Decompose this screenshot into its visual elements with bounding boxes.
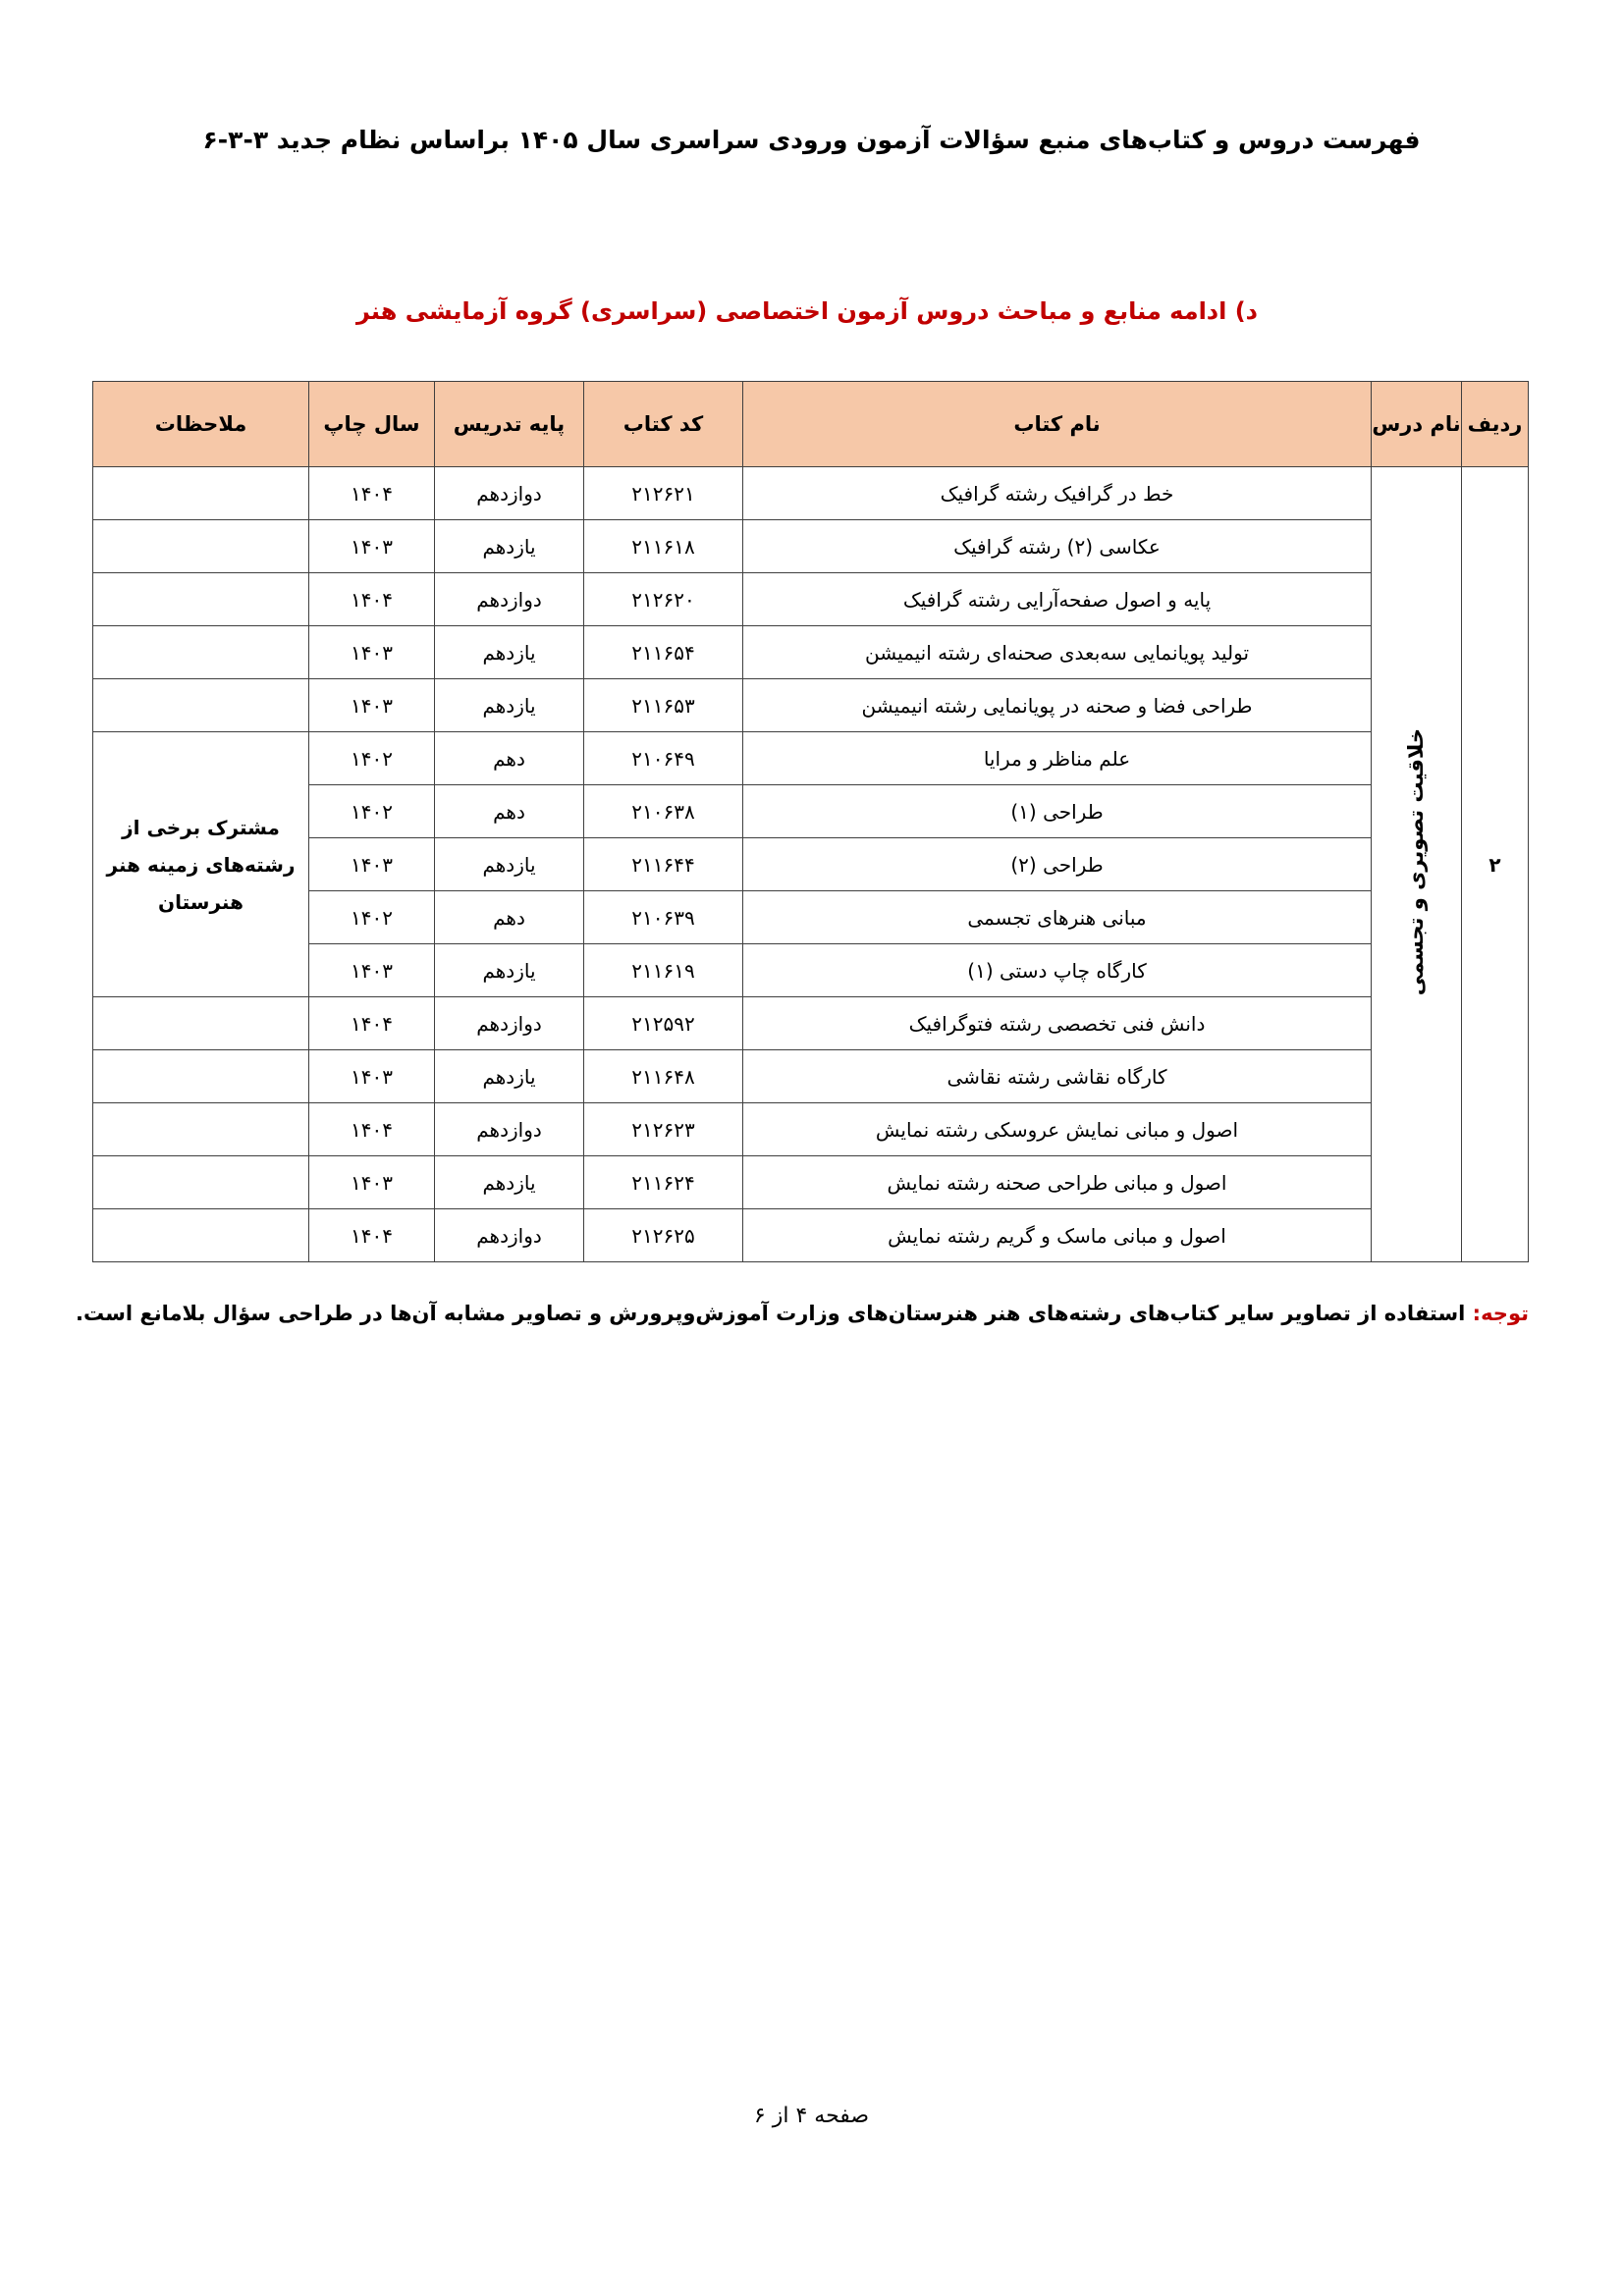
course-name-vertical-label: خلاقیت تصویری و تجسمی: [1404, 727, 1428, 996]
print-year-cell: ۱۴۰۴: [309, 1209, 435, 1262]
book-name-cell: طراحی فضا و صحنه در پویانمایی رشته انیمیشن: [743, 679, 1372, 732]
table-row: [93, 1209, 1529, 1262]
remarks-cell: [93, 1156, 309, 1209]
grade-cell: دهم: [435, 891, 584, 944]
column-header-nam-ketab: نام کتاب: [743, 382, 1372, 467]
table-row: [93, 679, 1529, 732]
book-name-cell: طراحی (۲): [743, 838, 1372, 891]
book-name-cell: اصول و مبانی طراحی صحنه رشته نمایش: [743, 1156, 1372, 1209]
grade-cell: دوازدهم: [435, 573, 584, 626]
remarks-cell: [93, 467, 309, 520]
footnote-label: توجه:: [1472, 1302, 1529, 1325]
book-name-cell: تولید پویانمایی سه‌بعدی صحنه‌ای رشته انیمیشن: [743, 626, 1372, 679]
footnote: [76, 1299, 1529, 1330]
book-code-cell: ۲۱۰۶۳۸: [584, 785, 743, 838]
print-year-cell: ۱۴۰۳: [309, 1156, 435, 1209]
book-code-cell: ۲۱۱۶۵۴: [584, 626, 743, 679]
table-row: [93, 1103, 1529, 1156]
book-code-cell: ۲۱۱۶۱۹: [584, 944, 743, 997]
book-name-cell: عکاسی (۲) رشته گرافیک: [743, 520, 1372, 573]
page-number-footer: صفحه ۴ از ۶: [753, 2104, 870, 2128]
table-row: [93, 467, 1529, 520]
table-row: [93, 944, 1529, 997]
table-row: [93, 838, 1529, 891]
remarks-cell: [93, 1103, 309, 1156]
table-row: [93, 785, 1529, 838]
book-name-cell: پایه و اصول صفحه‌آرایی رشته گرافیک: [743, 573, 1372, 626]
table-row: [93, 573, 1529, 626]
sources-table-container: [93, 381, 1529, 1262]
book-code-cell: ۲۱۱۶۵۳: [584, 679, 743, 732]
footnote-text: استفاده از تصاویر سایر کتاب‌های رشته‌های هنر هنرستان‌های وزارت آموزش‌وپرورش و تصاویر مشابه آن‌ها در طراحی سؤال بلامانع است.: [76, 1302, 1473, 1325]
book-name-cell: مبانی هنرهای تجسمی: [743, 891, 1372, 944]
book-code-cell: ۲۱۱۶۴۴: [584, 838, 743, 891]
remarks-cell: [93, 1050, 309, 1103]
grade-cell: یازدهم: [435, 838, 584, 891]
grade-cell: دوازدهم: [435, 1103, 584, 1156]
book-code-cell: ۲۱۲۶۲۵: [584, 1209, 743, 1262]
book-code-cell: ۲۱۰۶۴۹: [584, 732, 743, 785]
book-code-cell: ۲۱۲۵۹۲: [584, 997, 743, 1050]
table-row: [93, 1156, 1529, 1209]
remarks-cell: [93, 679, 309, 732]
print-year-cell: ۱۴۰۳: [309, 679, 435, 732]
column-header-sal-chap: سال چاپ: [309, 382, 435, 467]
grade-cell: یازدهم: [435, 679, 584, 732]
print-year-cell: ۱۴۰۳: [309, 520, 435, 573]
table-row: [93, 891, 1529, 944]
column-header-nam-dars: نام درس: [1372, 382, 1462, 467]
column-header-molahezat: ملاحظات: [93, 382, 309, 467]
grade-cell: یازدهم: [435, 520, 584, 573]
section-subtitle: د) ادامه منابع و مباحث دروس آزمون اختصاصی (سراسری) گروه آزمایشی هنر: [356, 297, 1258, 325]
grade-cell: یازدهم: [435, 1156, 584, 1209]
table-header-row: [93, 382, 1529, 467]
book-name-cell: کارگاه نقاشی رشته نقاشی: [743, 1050, 1372, 1103]
grade-cell: دهم: [435, 732, 584, 785]
print-year-cell: ۱۴۰۲: [309, 732, 435, 785]
grade-cell: دهم: [435, 785, 584, 838]
print-year-cell: ۱۴۰۳: [309, 944, 435, 997]
course-name-cell: [1372, 467, 1462, 1262]
book-name-cell: خط در گرافیک رشته گرافیک: [743, 467, 1372, 520]
row-number-cell: ۲: [1462, 467, 1529, 1262]
print-year-cell: ۱۴۰۲: [309, 785, 435, 838]
book-name-cell: اصول و مبانی ماسک و گریم رشته نمایش: [743, 1209, 1372, 1262]
table-body: [93, 467, 1529, 1262]
table-header: [93, 382, 1529, 467]
remarks-merged-cell: مشترک برخی از رشته‌های زمینه هنر هنرستان: [93, 732, 309, 997]
book-code-cell: ۲۱۰۶۳۹: [584, 891, 743, 944]
remarks-cell: [93, 520, 309, 573]
table-row: [93, 520, 1529, 573]
column-header-radif: ردیف: [1462, 382, 1529, 467]
table-row: [93, 732, 1529, 785]
book-code-cell: ۲۱۲۶۲۰: [584, 573, 743, 626]
table-row: [93, 626, 1529, 679]
grade-cell: دوازدهم: [435, 1209, 584, 1262]
book-name-cell: علم مناظر و مرایا: [743, 732, 1372, 785]
print-year-cell: ۱۴۰۳: [309, 1050, 435, 1103]
book-name-cell: طراحی (۱): [743, 785, 1372, 838]
column-header-paye-tadris: پایه تدریس: [435, 382, 584, 467]
book-code-cell: ۲۱۲۶۲۳: [584, 1103, 743, 1156]
print-year-cell: ۱۴۰۴: [309, 997, 435, 1050]
grade-cell: یازدهم: [435, 626, 584, 679]
remarks-cell: [93, 997, 309, 1050]
print-year-cell: ۱۴۰۴: [309, 467, 435, 520]
remarks-cell: [93, 1209, 309, 1262]
book-code-cell: ۲۱۲۶۲۱: [584, 467, 743, 520]
grade-cell: یازدهم: [435, 944, 584, 997]
book-name-cell: کارگاه چاپ دستی (۱): [743, 944, 1372, 997]
print-year-cell: ۱۴۰۲: [309, 891, 435, 944]
page-title: فهرست دروس و کتاب‌های منبع سؤالات آزمون ورودی سراسری سال ۱۴۰۵ براساس نظام جدید ۳-۳-۶: [202, 126, 1421, 154]
print-year-cell: ۱۴۰۴: [309, 1103, 435, 1156]
book-name-cell: دانش فنی تخصصی رشته فتوگرافیک: [743, 997, 1372, 1050]
sources-table: [92, 381, 1529, 1262]
table-row: [93, 1050, 1529, 1103]
book-code-cell: ۲۱۱۶۲۴: [584, 1156, 743, 1209]
print-year-cell: ۱۴۰۴: [309, 573, 435, 626]
grade-cell: دوازدهم: [435, 997, 584, 1050]
book-code-cell: ۲۱۱۶۱۸: [584, 520, 743, 573]
book-code-cell: ۲۱۱۶۴۸: [584, 1050, 743, 1103]
print-year-cell: ۱۴۰۳: [309, 626, 435, 679]
print-year-cell: ۱۴۰۳: [309, 838, 435, 891]
table-row: [93, 997, 1529, 1050]
book-name-cell: اصول و مبانی نمایش عروسکی رشته نمایش: [743, 1103, 1372, 1156]
remarks-cell: [93, 626, 309, 679]
grade-cell: یازدهم: [435, 1050, 584, 1103]
grade-cell: دوازدهم: [435, 467, 584, 520]
column-header-kod-ketab: کد کتاب: [584, 382, 743, 467]
remarks-cell: [93, 573, 309, 626]
